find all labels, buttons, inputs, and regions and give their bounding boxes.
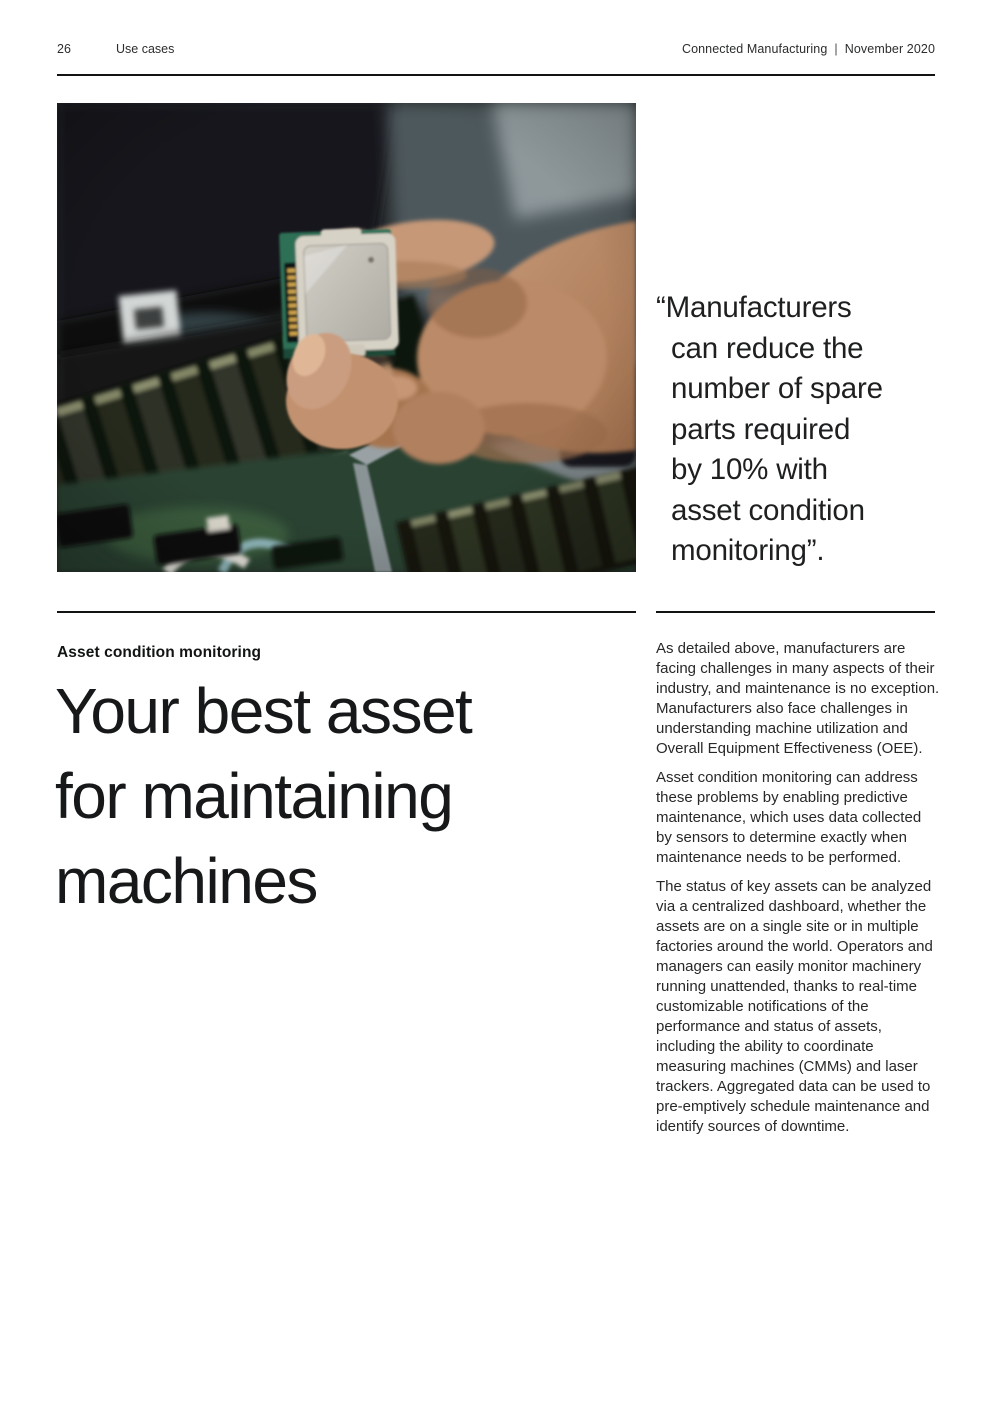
- article-headline: [55, 669, 471, 924]
- pull-quote: [656, 288, 971, 572]
- headline-line: Your best asset: [55, 675, 472, 747]
- photo-vignette: [57, 103, 636, 572]
- right-column-rule: [656, 611, 935, 613]
- section-kicker: Asset condition monitoring: [57, 644, 262, 661]
- quote-line: monitoring”.: [671, 534, 825, 567]
- photo-illustration: [57, 103, 636, 572]
- publication-info: [682, 42, 935, 56]
- article-body: [656, 639, 941, 1146]
- issue-date: November 2020: [844, 42, 935, 56]
- article-photo: [57, 103, 636, 572]
- quote-line: asset condition: [671, 493, 865, 527]
- quote-line: can reduce the: [671, 331, 864, 365]
- quote-line: number of spare: [671, 372, 883, 405]
- body-paragraph: As detailed above, manufacturers are facing challenges in many aspects of their industry, and maintenance is no exception. Manufacturers also face challenges in understanding machine utilization and Overall Equipment Effectiveness (OEE).: [656, 640, 940, 757]
- page-header: [57, 42, 935, 58]
- page-number: 26: [57, 42, 71, 56]
- quote-line: “Manufacturers: [656, 291, 852, 324]
- headline-line: machines: [55, 845, 317, 917]
- body-paragraph: Asset condition monitoring can address these problems by enabling predictive maintenance, which uses data collected by sensors to determine exactly when maintenance needs to be performed.: [656, 769, 922, 866]
- section-title: Use cases: [116, 42, 175, 56]
- quote-line: by 10% with: [671, 453, 828, 486]
- header-separator: |: [834, 42, 838, 56]
- headline-line: for maintaining: [55, 760, 453, 832]
- body-paragraph: The status of key assets can be analyzed via a centralized dashboard, whether the assets are on a single site or in multiple factories around the world. Operators and managers can easily monitor machinery running unattended, thanks to real-time customizable notifications of the performance and status of assets, including the ability to coordinate measuring machines (CMMs) and laser trackers. Aggregated data can be used to pre-emptively schedule maintenance and identify sources of downtime.: [656, 878, 933, 1135]
- publication-title: Connected Manufacturing: [681, 42, 828, 56]
- quote-line: parts required: [671, 412, 851, 446]
- header-rule: [57, 74, 935, 76]
- left-column-rule: [57, 611, 636, 613]
